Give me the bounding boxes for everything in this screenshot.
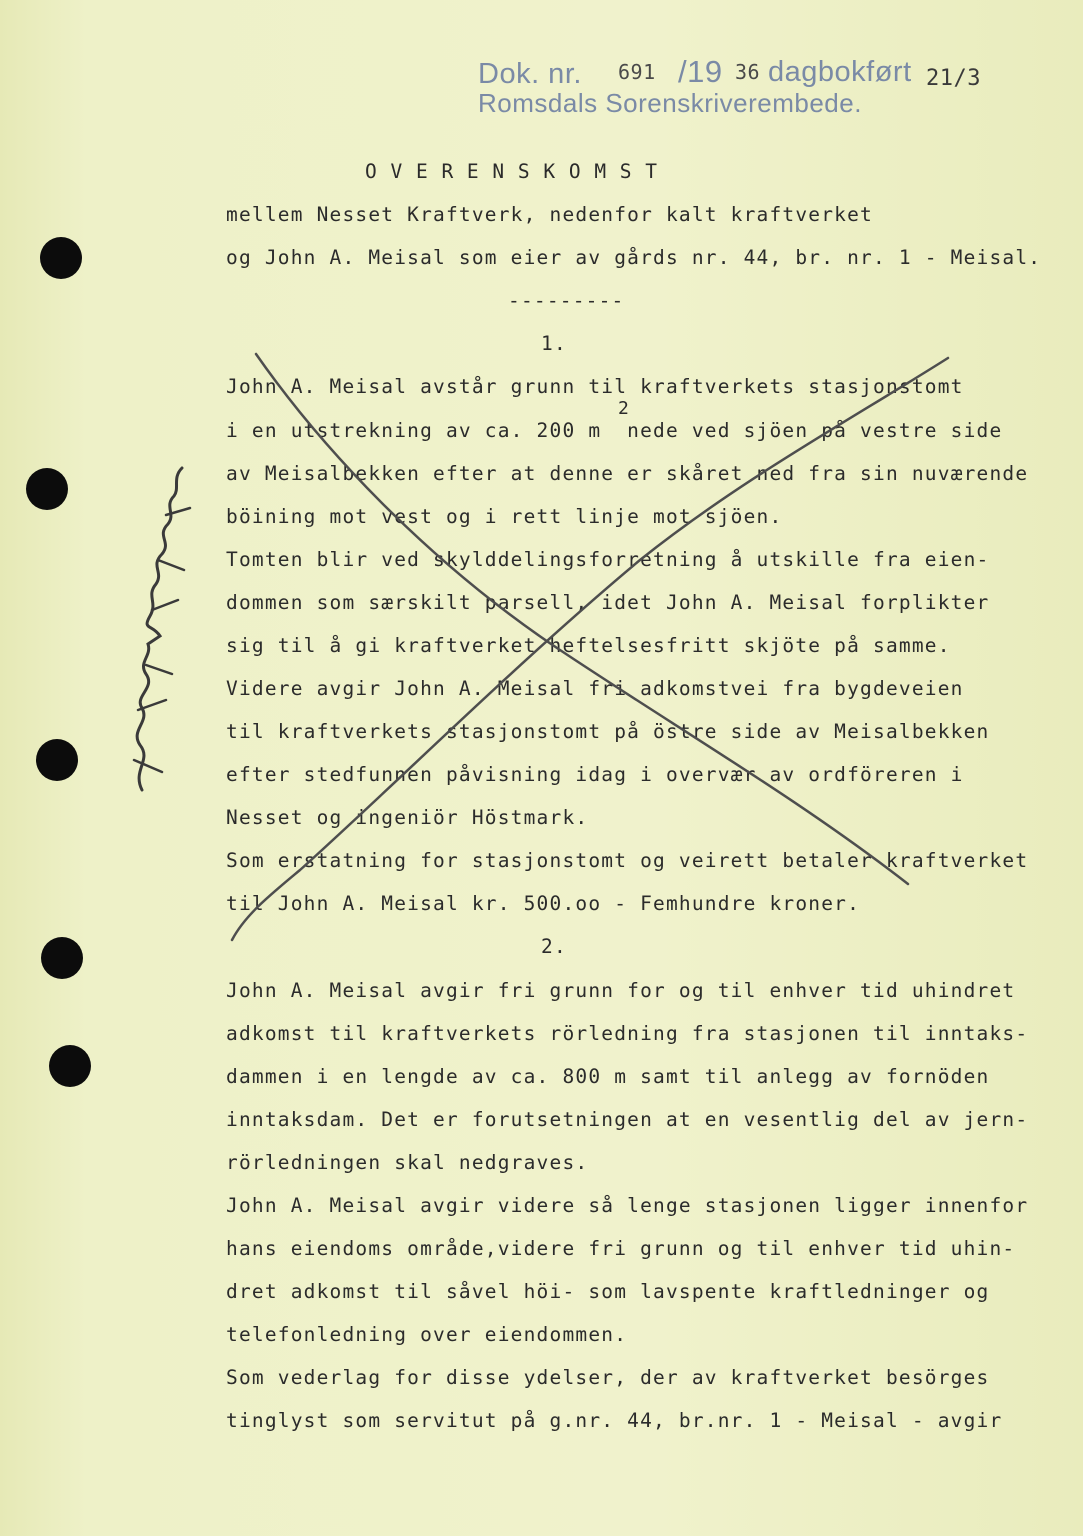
section-2-line: telefonledning over eiendommen. (226, 1323, 628, 1346)
section-1-line: sig til å gi kraftverket heftelsesfritt skjöte på samme. (226, 634, 951, 657)
section-2-line: rörledningen skal nedgraves. (226, 1151, 589, 1174)
punch-hole (49, 1045, 91, 1087)
intro-line: mellem Nesset Kraftverk, nedenfor kalt kraftverket (226, 203, 873, 226)
stamp-date: 21/3 (926, 66, 981, 91)
punch-hole (26, 468, 68, 510)
section-1-line: i en utstrekning av ca. 200 m nede ved sjöen på vestre side (226, 419, 1003, 442)
section-1-line: John A. Meisal avstår grunn til kraftverkets stasjonstomt (226, 375, 964, 398)
section-1-line: efter stedfunnen påvisning idag i overvær av ordföreren i (226, 763, 964, 786)
section-2-line: John A. Meisal avgir fri grunn for og til enhver tid uhindret (226, 979, 1016, 1002)
section-1-line: Som erstatning for stasjonstomt og veirett betaler kraftverket (226, 849, 1029, 872)
punch-hole (40, 237, 82, 279)
punch-hole (41, 937, 83, 979)
section-1-line: Nesset og ingeniör Höstmark. (226, 806, 589, 829)
section-2-line: hans eiendoms område,videre fri grunn og til enhver tid uhin- (226, 1237, 1016, 1260)
section-1-line: Tomten blir ved skylddelingsforretning å utskille fra eien- (226, 548, 990, 571)
handwritten-annotation-scribble (112, 460, 202, 800)
stamp-year: 36 (735, 60, 761, 84)
section-1-line: til kraftverkets stasjonstomt på östre side av Meisalbekken (226, 720, 990, 743)
section-2-line: adkomst til kraftverkets rörledning fra stasjonen til inntaks- (226, 1022, 1029, 1045)
intro-line: og John A. Meisal som eier av gårds nr. 44, br. nr. 1 - Meisal. (226, 246, 1042, 269)
section-2-line: tinglyst som servitut på g.nr. 44, br.nr. 1 - Meisal - avgir (226, 1409, 1003, 1432)
section-2-line: inntaksdam. Det er forutsetningen at en vesentlig del av jern- (226, 1108, 1029, 1131)
stamp-document-number: 691 (618, 60, 656, 84)
section-1-line: böining mot vest og i rett linje mot sjöen. (226, 505, 783, 528)
punch-hole (36, 739, 78, 781)
section-1-line: Videre avgir John A. Meisal fri adkomstvei fra bygdeveien (226, 677, 964, 700)
section-2-heading: 2. (541, 935, 567, 958)
section-2-line: Som vederlag for disse ydelser, der av kraftverket besörges (226, 1366, 990, 1389)
section-2-line: dret adkomst til såvel höi- som lavspente kraftledninger og (226, 1280, 990, 1303)
stamp-year-prefix: /19 (678, 54, 723, 89)
section-1-line: dommen som særskilt parsell, idet John A. Meisal forplikter (226, 591, 990, 614)
section-1-line: til John A. Meisal kr. 500.oo - Femhundre kroner. (226, 892, 861, 915)
stamp-office: Romsdals Sorenskriverembede. (478, 88, 862, 118)
separator: --------- (508, 289, 625, 312)
stamp-dok-label: Dok. nr. (478, 58, 582, 90)
superscript-2: 2 (618, 398, 631, 419)
stamp-dagbokfort-label: dagbokført (768, 56, 912, 88)
document-title: O V E R E N S K O M S T (365, 160, 659, 183)
section-1-line: av Meisalbekken efter at denne er skåret ned fra sin nuværende (226, 462, 1029, 485)
section-2-line: dammen i en lengde av ca. 800 m samt til anlegg av fornöden (226, 1065, 990, 1088)
section-2-line: John A. Meisal avgir videre så lenge stasjonen ligger innenfor (226, 1194, 1029, 1217)
section-1-heading: 1. (541, 332, 567, 355)
